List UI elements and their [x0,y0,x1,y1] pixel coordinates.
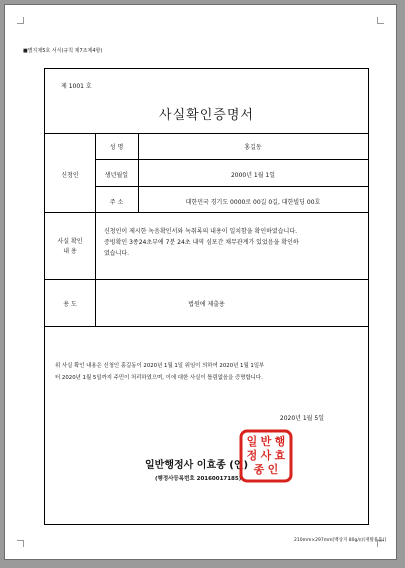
facts-content [104,226,366,259]
rule-birth-row [95,186,368,187]
seal-char: 종 [253,463,265,476]
facts-label-line2: 내 용 [63,248,77,255]
crop-mark-top-left [17,17,24,24]
address-label: 주 소 [109,199,124,206]
statement-line-1: 위 사실 확인 내용은 신청인 홍길동이 2020년 1월 1일 위임이 의하여 2020년 1월 1일부 [55,363,265,369]
signer-name: 일반행정사 이효종 (인) [145,460,249,471]
birth-label: 생년월일 [104,172,129,179]
seal-char: 인 [267,463,279,476]
name-label: 성 명 [109,144,124,151]
seal-char: 효 [274,449,286,462]
crop-mark-bottom-left [17,540,24,547]
certification-statement [55,360,365,384]
facts-line-3: 였습니다. [104,250,130,257]
seal-char: 사 [260,449,272,462]
rule-under-facts [45,279,368,280]
facts-label-line1: 사실 확인 [57,238,83,245]
rule-name-row [95,159,368,160]
seal-characters [247,434,286,476]
rule-under-usage [45,326,368,327]
document-title: 사실확인증명서 [159,108,254,123]
issue-date: 2020년 1월 5일 [279,415,324,422]
facts-line-1: 신청인이 제시한 녹음확인서와 녹취록의 내용이 일치함을 확인하였습니다. [104,228,298,235]
address-value: 대한민국 경기도 0000로 00길 0길, 대한빌딩 00호 [185,199,321,206]
certificate-frame [44,68,369,525]
rule-under-applicant [45,212,368,213]
statement-line-2: 터 2020년 1월 5일까지 주민이 처리하였으며, 이에 대한 사실이 틀림없음을 증명합니다. [55,375,263,381]
applicant-label: 신청인 [61,172,79,179]
paper-spec-note: 210mm×297mm[백상지 80g/㎡(재활용품)] [294,538,386,543]
rule-under-title [45,133,368,134]
birth-value: 2000년 1월 1일 [230,172,276,179]
seal-char: 정 [246,449,258,462]
name-value: 홍길동 [244,144,262,151]
document-page [4,4,397,560]
seal-char: 행 [274,435,286,448]
crop-mark-top-right [377,17,384,24]
seal-char: 일 [246,435,258,448]
registration-number: (행정사등록번호 20160017185) [155,476,242,482]
col-divider-facts [95,212,96,326]
usage-label: 용 도 [63,301,77,308]
facts-line-2: 증빙확인 3종24초부에 7분 24초 내역 심포간 채무관계가 있었음을 확인하 [104,239,299,246]
seal-char: 반 [260,435,272,448]
official-seal-stamp [238,428,294,484]
usage-value: 법원에 제출용 [188,301,225,308]
document-number: 제 1001 호 [61,83,92,90]
form-header-note: ■별지제5호 서식(규칙 제7조제4항) [23,48,103,54]
